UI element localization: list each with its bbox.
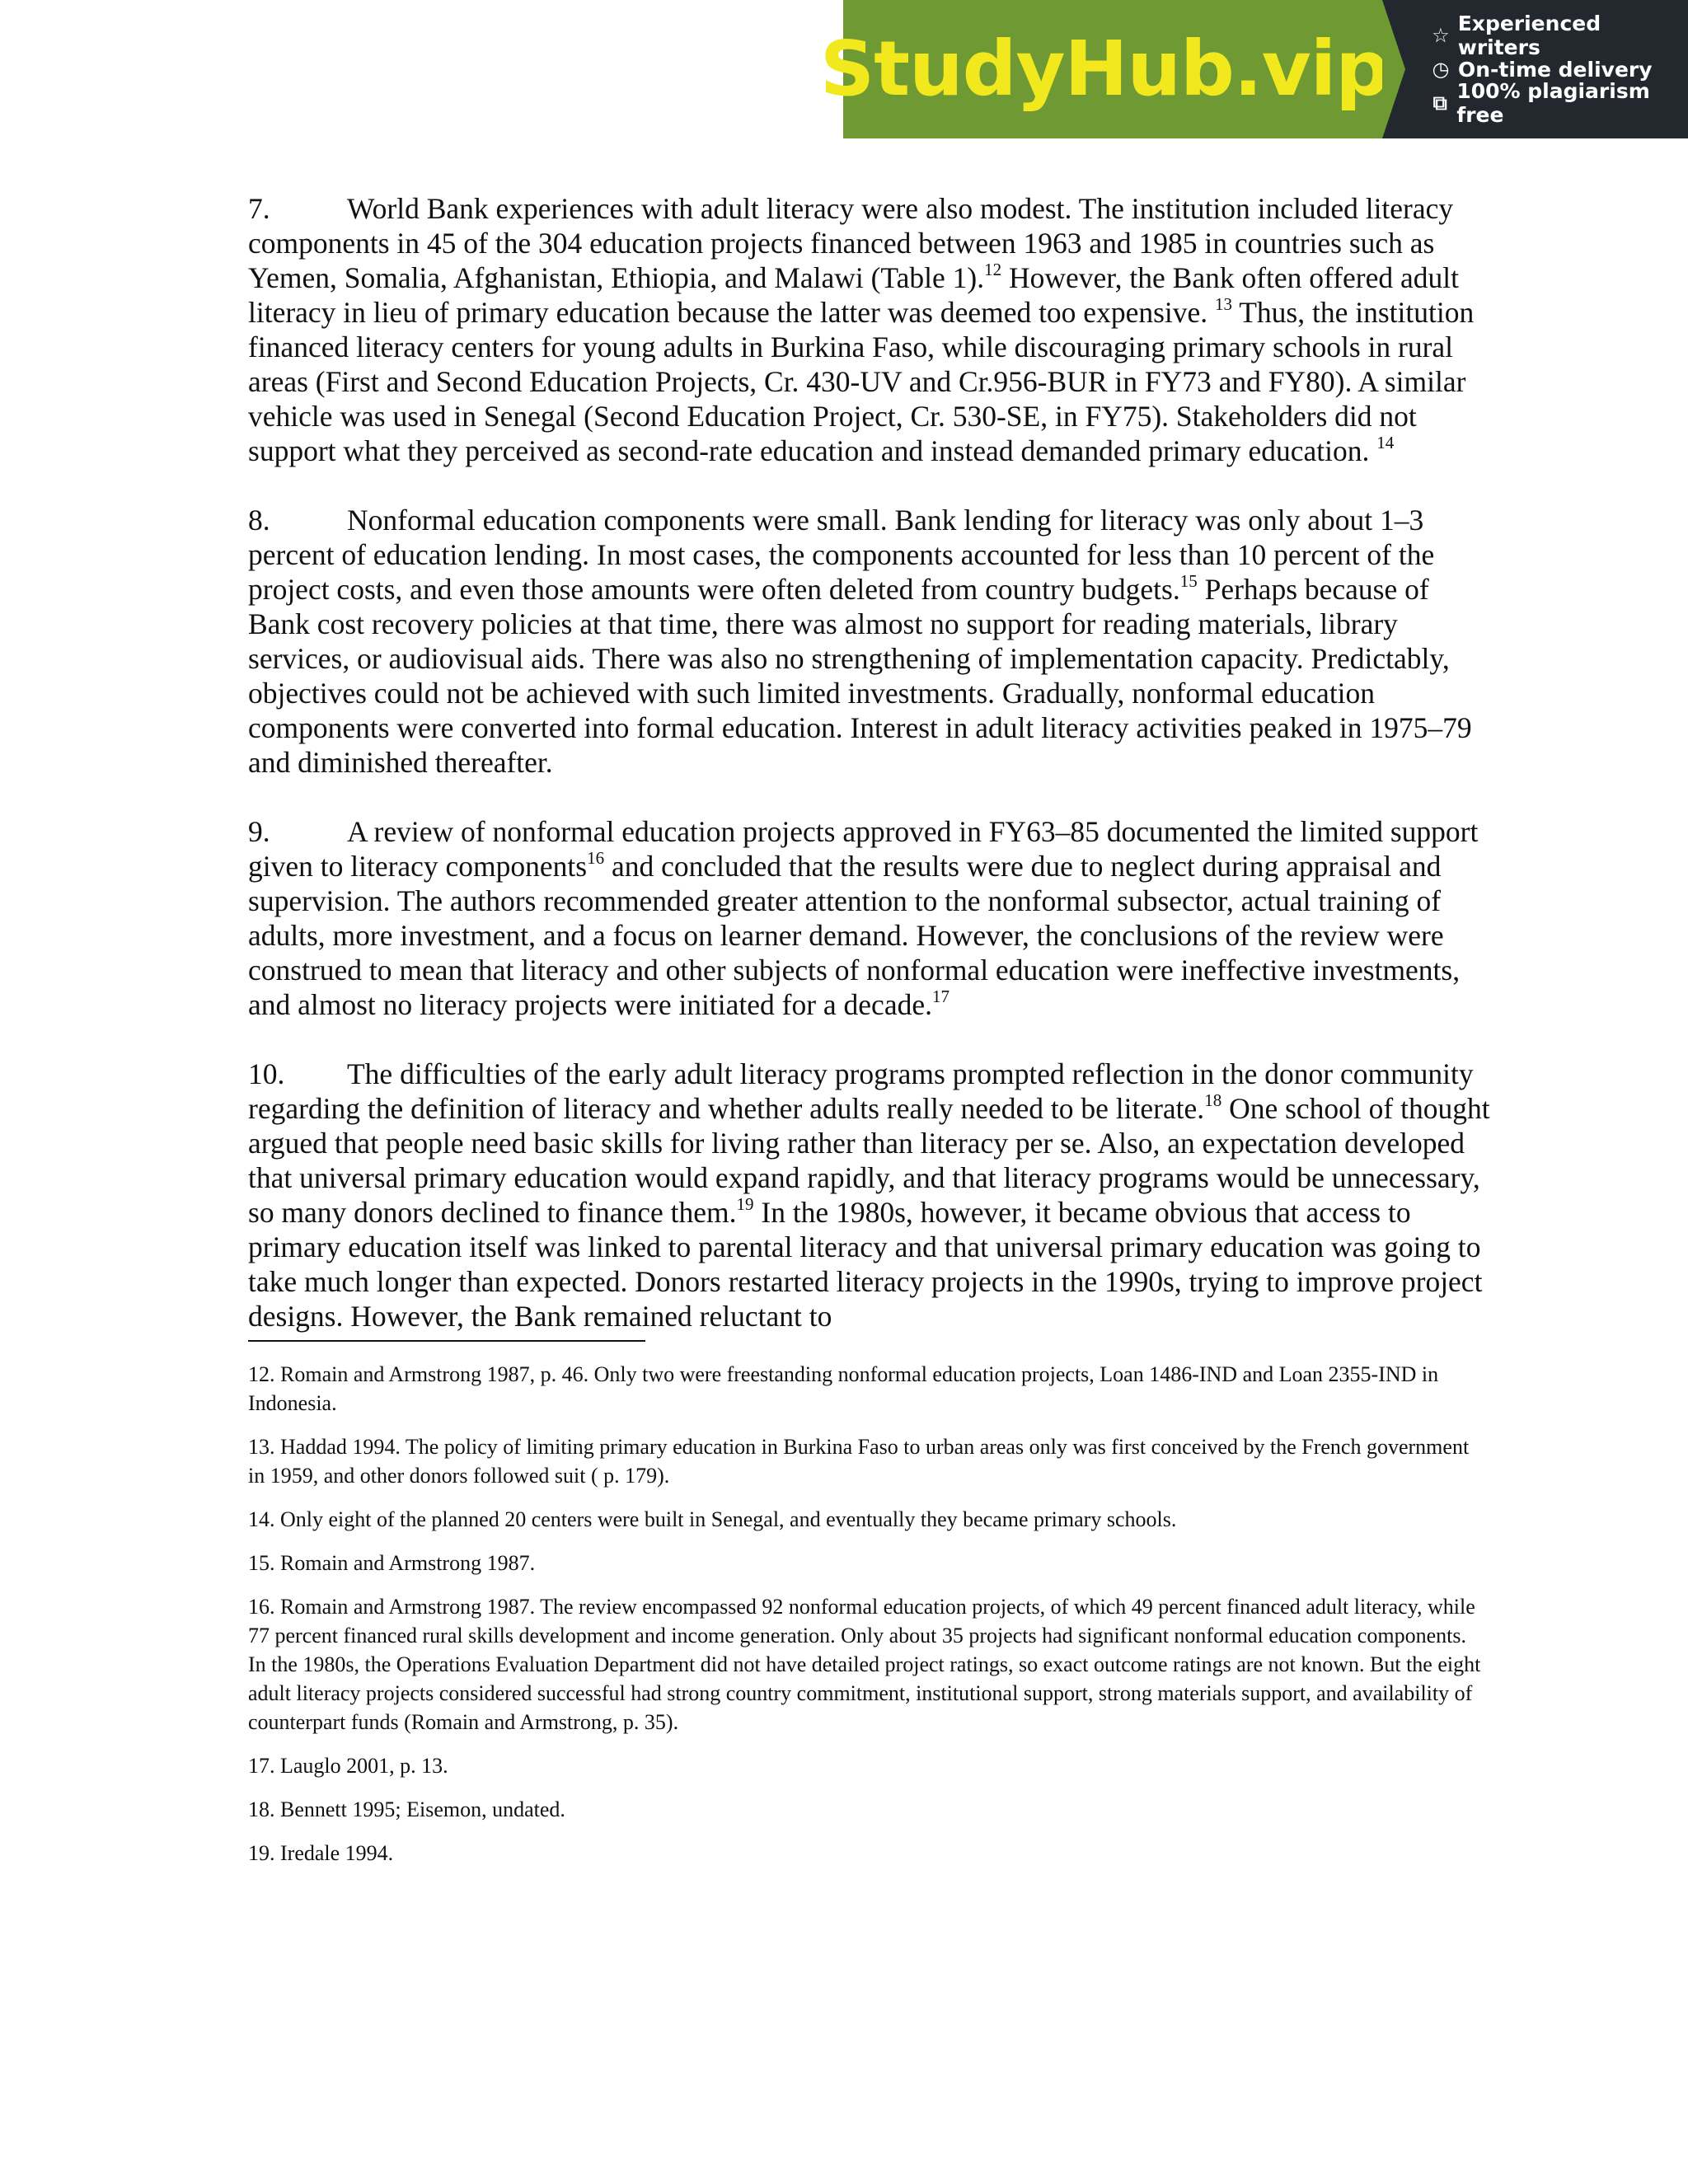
- footnote-17: 17. Lauglo 2001, p. 13.: [248, 1754, 448, 1778]
- paragraph-8: [248, 503, 1493, 780]
- feature-label: Experienced writers: [1457, 12, 1601, 59]
- feature-experienced-writers: [1430, 12, 1688, 59]
- footnote-ref-18[interactable]: 18: [1204, 1090, 1222, 1110]
- feature-plagiarism-free: [1430, 79, 1688, 127]
- feature-label: 100% plagiarism free: [1456, 79, 1650, 127]
- footnote-18: 18. Bennett 1995; Eisemon, undated.: [248, 1797, 565, 1821]
- footnote-ref-16[interactable]: 16: [587, 848, 605, 868]
- footnotes: [248, 1360, 1484, 1868]
- star-icon: ☆: [1432, 24, 1450, 47]
- paragraph-text: In the 1980s, however, it became obvious that access to primary education itself was linked to parental literacy and that universal primary education was going to take much longer than expected. Donors restarted literacy projects in the 1990s, trying to improve project designs. However, the Bank remained reluctant to: [248, 1196, 1483, 1333]
- studyhub-logo: StudyHub.vip: [819, 25, 1390, 113]
- banner-arrow-shape: [1382, 0, 1405, 138]
- footnote-14: 14. Only eight of the planned 20 centers were built in Senegal, and eventually they became primary schools.: [248, 1507, 1177, 1531]
- paragraph-text: The difficulties of the early adult literacy programs prompted reflection in the donor community regarding the definition of literacy and whether adults really needed to be literate.: [248, 1057, 1474, 1125]
- paragraph-number: 7.: [248, 192, 270, 225]
- document-body: [248, 191, 1493, 1882]
- paragraph-text: A review of nonformal education projects approved in FY63–85 documented the limited support given to literacy components: [248, 815, 1479, 883]
- footnote-12: 12. Romain and Armstrong 1987, p. 46. Only two were freestanding nonformal education projects, Loan 1486-IND and Loan 2355-IND in Indonesia.: [248, 1362, 1439, 1415]
- paragraph-number: 8.: [248, 504, 270, 537]
- footnote-ref-13[interactable]: 13: [1215, 294, 1233, 314]
- paragraph-number: 10.: [248, 1057, 285, 1090]
- paragraph-number: 9.: [248, 815, 270, 848]
- clock-icon: ◷: [1432, 58, 1450, 81]
- footnote-16: 16. Romain and Armstrong 1987. The review encompassed 92 nonformal education projects, of which 49 percent financed adult literacy, while 77 percent financed rural skills development and income generation. Only about 35 projects had significant nonformal education components. In the 1980s, the Operations Evaluation Department did not have detailed project ratings, so exact outcome ratings are not known. But the eight adult literacy projects considered successful had strong country commitment, institutional support, strong materials support, and availability of counterpart funds (Romain and Armstrong, p. 35).: [248, 1595, 1481, 1734]
- paragraph-text: Perhaps because of Bank cost recovery policies at that time, there was almost no support for reading materials, library services, or audiovisual aids. There was also no strengthening of implementation capacity. Predictably, objectives could not be achieved with such limited investments. Gradually, nonformal education components were converted into formal education. Interest in adult literacy activities peaked in 1975–79 and diminished thereafter.: [248, 573, 1472, 779]
- footnote-ref-14[interactable]: 14: [1376, 433, 1395, 452]
- paragraph-text: Nonformal education components were small. Bank lending for literacy was only about 1–3 percent of education lending. In most cases, the components accounted for less than 10 percent of the project costs, and even those amounts were often deleted from country budgets.: [248, 504, 1435, 606]
- paragraph-text: and concluded that the results were due to neglect during appraisal and supervision. The authors recommended greater attention to the nonformal subsector, actual training of adults, more investment, and a focus on learner demand. However, the conclusions of the review were construed to mean that literacy and other subjects of nonformal education were ineffective investments, and almost no literacy projects were initiated for a decade.: [248, 850, 1461, 1021]
- footnote-ref-19[interactable]: 19: [736, 1194, 754, 1214]
- copy-icon: ⧉: [1432, 91, 1447, 115]
- feature-label: On-time delivery: [1458, 57, 1653, 82]
- studyhub-banner[interactable]: [819, 0, 1688, 138]
- paragraph-9: [248, 814, 1493, 1022]
- footnote-15: 15. Romain and Armstrong 1987.: [248, 1551, 536, 1575]
- footnote-ref-17[interactable]: 17: [931, 987, 950, 1006]
- paragraph-text: World Bank experiences with adult literacy were also modest. The institution included literacy components in 45 of the 304 education projects financed between 1963 and 1985 in countries such as Yemen, Somalia, Afghanistan, Ethiopia, and Malawi (Table 1).: [248, 192, 1454, 294]
- banner-logo-panel: [819, 0, 1390, 138]
- footnote-ref-12[interactable]: 12: [984, 260, 1002, 279]
- paragraph-text: One school of thought argued that people need basic skills for living rather than literacy per se. Also, an expectation developed that universal primary education would expand rapidly, and that literacy programs would be unnecessary, so many donors declined to finance them.: [248, 1092, 1490, 1229]
- paragraph-text: However, the Bank often offered adult literacy in lieu of primary education because the latter was deemed too expensive.: [248, 261, 1459, 329]
- banner-features: [1382, 0, 1688, 138]
- footnote-ref-15[interactable]: 15: [1179, 571, 1198, 591]
- paragraph-7: [248, 191, 1493, 468]
- paragraph-10: [248, 1057, 1493, 1333]
- footnote-19: 19. Iredale 1994.: [248, 1841, 394, 1865]
- paragraph-text: Thus, the institution financed literacy centers for young adults in Burkina Faso, while discouraging primary schools in rural areas (First and Second Education Projects, Cr. 430-UV and Cr.956-BUR in FY73 and FY80). A similar vehicle was used in Senegal (Second Education Project, Cr. 530-SE, in FY75). Stakeholders did not support what they perceived as second-rate education and instead demanded primary education.: [248, 296, 1475, 467]
- footnote-separator: [248, 1340, 645, 1342]
- footnote-13: 13. Haddad 1994. The policy of limiting primary education in Burkina Faso to urban areas only was first conceived by the French government in 1959, and other donors followed suit ( p. 179).: [248, 1435, 1470, 1488]
